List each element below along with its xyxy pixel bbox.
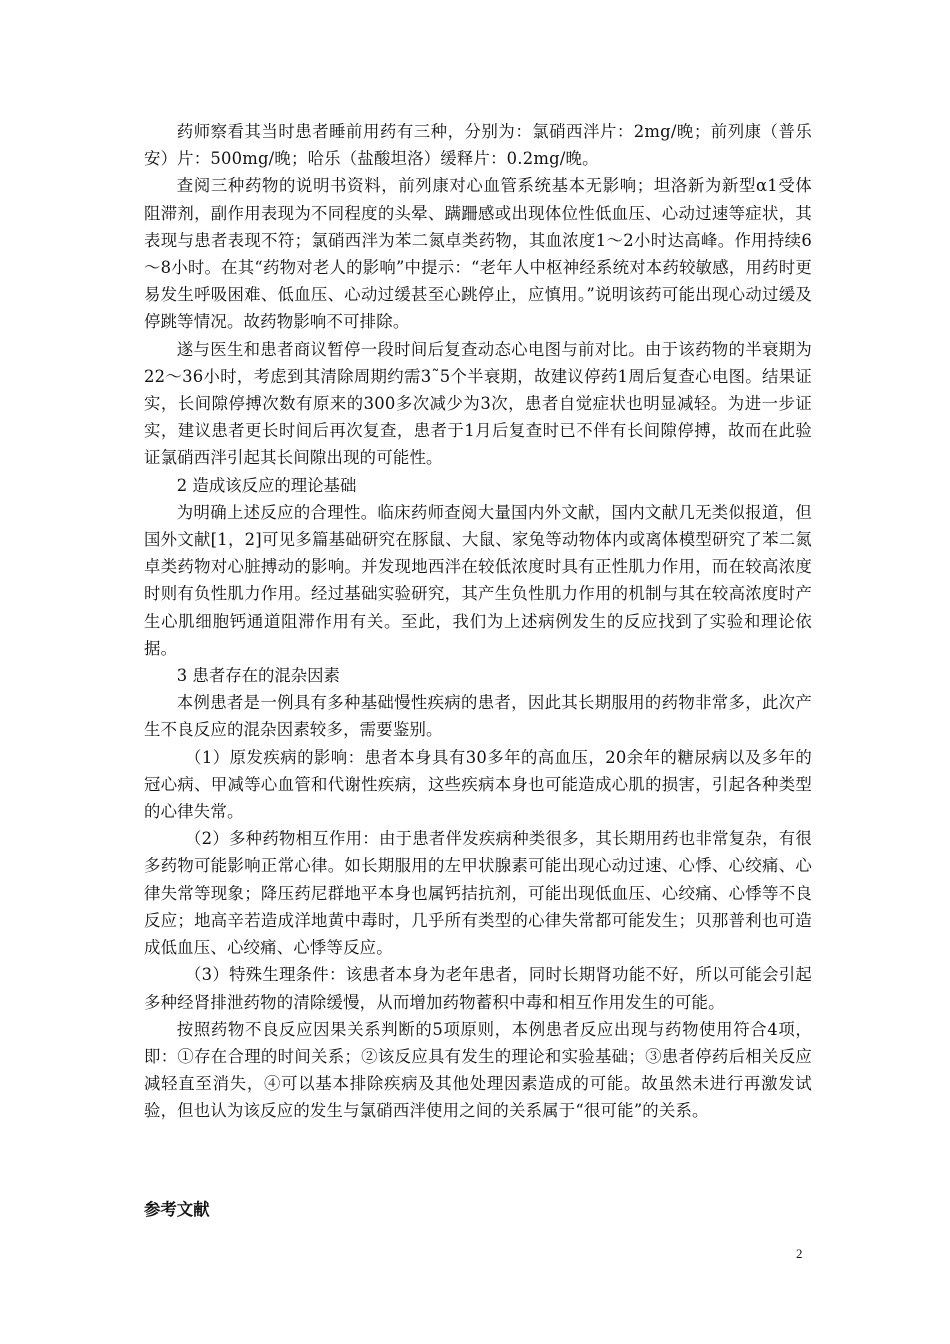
document-body — [144, 118, 812, 1125]
section-heading-confounders: 3 患者存在的混杂因素 — [176, 666, 340, 686]
paragraph-confounders-intro: 本例患者是一例具有多种基础慢性疾病的患者，因此其长期服用的药物非常多，此次产生不良反应的混杂因素较多，需要鉴别。 — [144, 693, 812, 740]
paragraph-primary-disease: （1）原发疾病的影响：患者本身具有30多年的高血压，20余年的糖尿病以及多年的冠心病、甲减等心血管和代谢性疾病，这些疾病本身也可能造成心肌的损害，引起各种类型的心律失常。 — [144, 747, 812, 822]
paragraph-follow-up: 遂与医生和患者商议暂停一段时间后复查动态心电图与前对比。由于该药物的半衰期为22～36小时，考虑到其清除周期约需3˜5个半衰期，故建议停药1周后复查心电图。结果证实，长间隙停搏次数有原来的300多次减少为3次，患者自觉症状也明显减轻。为进一步证实，建议患者更长时间后再次复查，患者于1月后复查时已不伴有长间隙停搏，故而在此验证氯硝西泮引起其长间隙出现的可能性。 — [144, 339, 812, 468]
paragraph-drug-analysis: 查阅三种药物的说明书资料，前列康对心血管系统基本无影响；坦洛新为新型α1受体阻滞剂，副作用表现为不同程度的头晕、蹒跚感或出现体位性低血压、心动过速等症状，其表现与患者表现不符；氯硝西泮为苯二氮卓类药物，其血浓度1～2小时达高峰。作用持续6～8小时。在其“药物对老人的影响”中提示：“老年人中枢神经系统对本药较敏感，用药时更易发生呼吸困难、低血压、心动过缓甚至心跳停止，应慎用。”说明该药可能出现心动过缓及停跳等情况。故药物影响不可排除。 — [144, 176, 812, 332]
paragraph-literature: 为明确上述反应的合理性。临床药师查阅大量国内外文献，国内文献几无类似报道，但国外文献[1，2]可见多篇基础研究在豚鼠、大鼠、家兔等动物体内或离体模型研究了苯二氮卓类药物对心脏搏动的影响。并发现地西泮在较低浓度时具有正性肌力作用，而在较高浓度时则有负性肌力作用。经过基础实验研究，其产生负性肌力作用的机制与其在较高浓度时产生心肌细胞钙通道阻滞作用有关。至此，我们为上述病例发生的反应找到了实验和理论依据。 — [144, 502, 812, 658]
section-heading-theory: 2 造成该反应的理论基础 — [176, 475, 357, 495]
references-heading: 参考文献 — [144, 1200, 210, 1219]
paragraph-causality: 按照药物不良反应因果关系判断的5项原则，本例患者反应出现与药物使用符合4项，即：①存在合理的时间关系；②该反应具有发生的理论和实验基础；③患者停药后相关反应减轻直至消失，④可以基本排除疾病及其他处理因素造成的可能。故虽然未进行再激发试验，但也认为该反应的发生与氯硝西泮使用之间的关系属于“很可能”的关系。 — [144, 1019, 812, 1121]
paragraph-drug-interactions: （2）多种药物相互作用：由于患者伴发疾病种类很多，其长期用药也非常复杂，有很多药物可能影响正常心律。如长期服用的左甲状腺素可能出现心动过速、心悸、心绞痛、心律失常等现象；降压药尼群地平本身也属钙拮抗剂，可能出现低血压、心绞痛、心悸等不良反应；地高辛若造成洋地黄中毒时，几乎所有类型的心律失常都可能发生；贝那普利也可造成低血压、心绞痛、心悸等反应。 — [144, 829, 812, 958]
paragraph-medication-list: 药师察看其当时患者睡前用药有三种，分别为：氯硝西泮片：2mg/晚；前列康（普乐安）片：500mg/晚；哈乐（盐酸坦洛）缓释片：0.2mg/晚。 — [144, 122, 812, 169]
paragraph-physiology: （3）特殊生理条件：该患者本身为老年患者，同时长期肾功能不好，所以可能会引起多种经肾排泄药物的清除缓慢，从而增加药物蓄积中毒和相互作用发生的可能。 — [144, 965, 812, 1012]
page-number: 2 — [796, 1246, 803, 1261]
